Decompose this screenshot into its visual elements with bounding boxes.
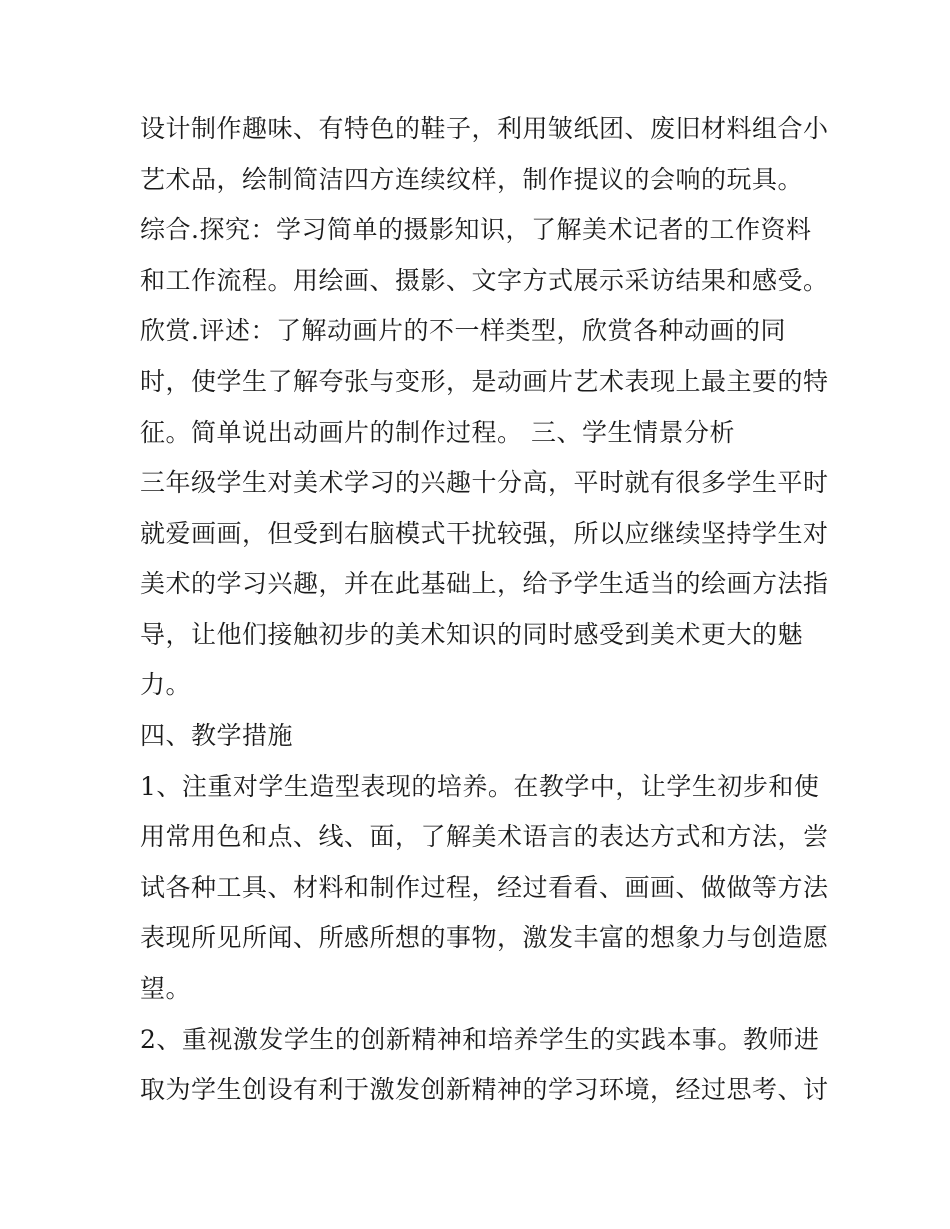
text-line-10: 美术的学习兴趣，并在此基础上，给予学生适当的绘画方法指 [140, 569, 829, 598]
text-line-17: 表现所见所闻、所感所想的事物，激发丰富的想象力与创造愿 [140, 923, 829, 952]
text-line-2: 艺术品，绘制简洁四方连续纹样，制作提议的会响的玩具。 [140, 165, 804, 194]
text-line-20: 取为学生创设有利于激发创新精神的学习环境，经过思考、讨 [140, 1075, 829, 1104]
text-line-7: 征。简单说出动画片的制作过程。 三、学生情景分析 [140, 418, 735, 447]
text-line-3: 综合.探究：学习简单的摄影知识，了解美术记者的工作资料 [140, 215, 812, 244]
text-line-19: 2、重视激发学生的创新精神和培养学生的实践本事。教师进 [140, 1025, 820, 1054]
section-heading: 四、教学措施 [140, 721, 294, 750]
text-line-8: 三年级学生对美术学习的兴趣十分高，平时就有很多学生平时 [140, 468, 829, 497]
text-line-5: 欣赏.评述：了解动画片的不一样类型，欣赏各种动画的同 [140, 316, 786, 345]
text-line-4: 和工作流程。用绘画、摄影、文字方式展示采访结果和感受。 [140, 266, 829, 295]
text-line-11: 导，让他们接触初步的美术知识的同时感受到美术更大的魅 [140, 620, 804, 649]
text-line-12: 力。 [140, 670, 192, 699]
text-line-1: 设计制作趣味、有特色的鞋子，利用皱纸团、废旧材料组合小 [140, 114, 829, 143]
text-line-6: 时，使学生了解夸张与变形，是动画片艺术表现上最主要的特 [140, 367, 829, 396]
text-line-9: 就爱画画，但受到右脑模式干扰较强，所以应继续坚持学生对 [140, 519, 829, 548]
text-line-15: 用常用色和点、线、面，了解美术语言的表达方式和方法，尝 [140, 822, 829, 851]
text-line-16: 试各种工具、材料和制作过程，经过看看、画画、做做等方法 [140, 873, 829, 902]
text-line-14: 1、注重对学生造型表现的培养。在教学中，让学生初步和使 [140, 772, 820, 801]
text-line-18: 望。 [140, 974, 192, 1003]
